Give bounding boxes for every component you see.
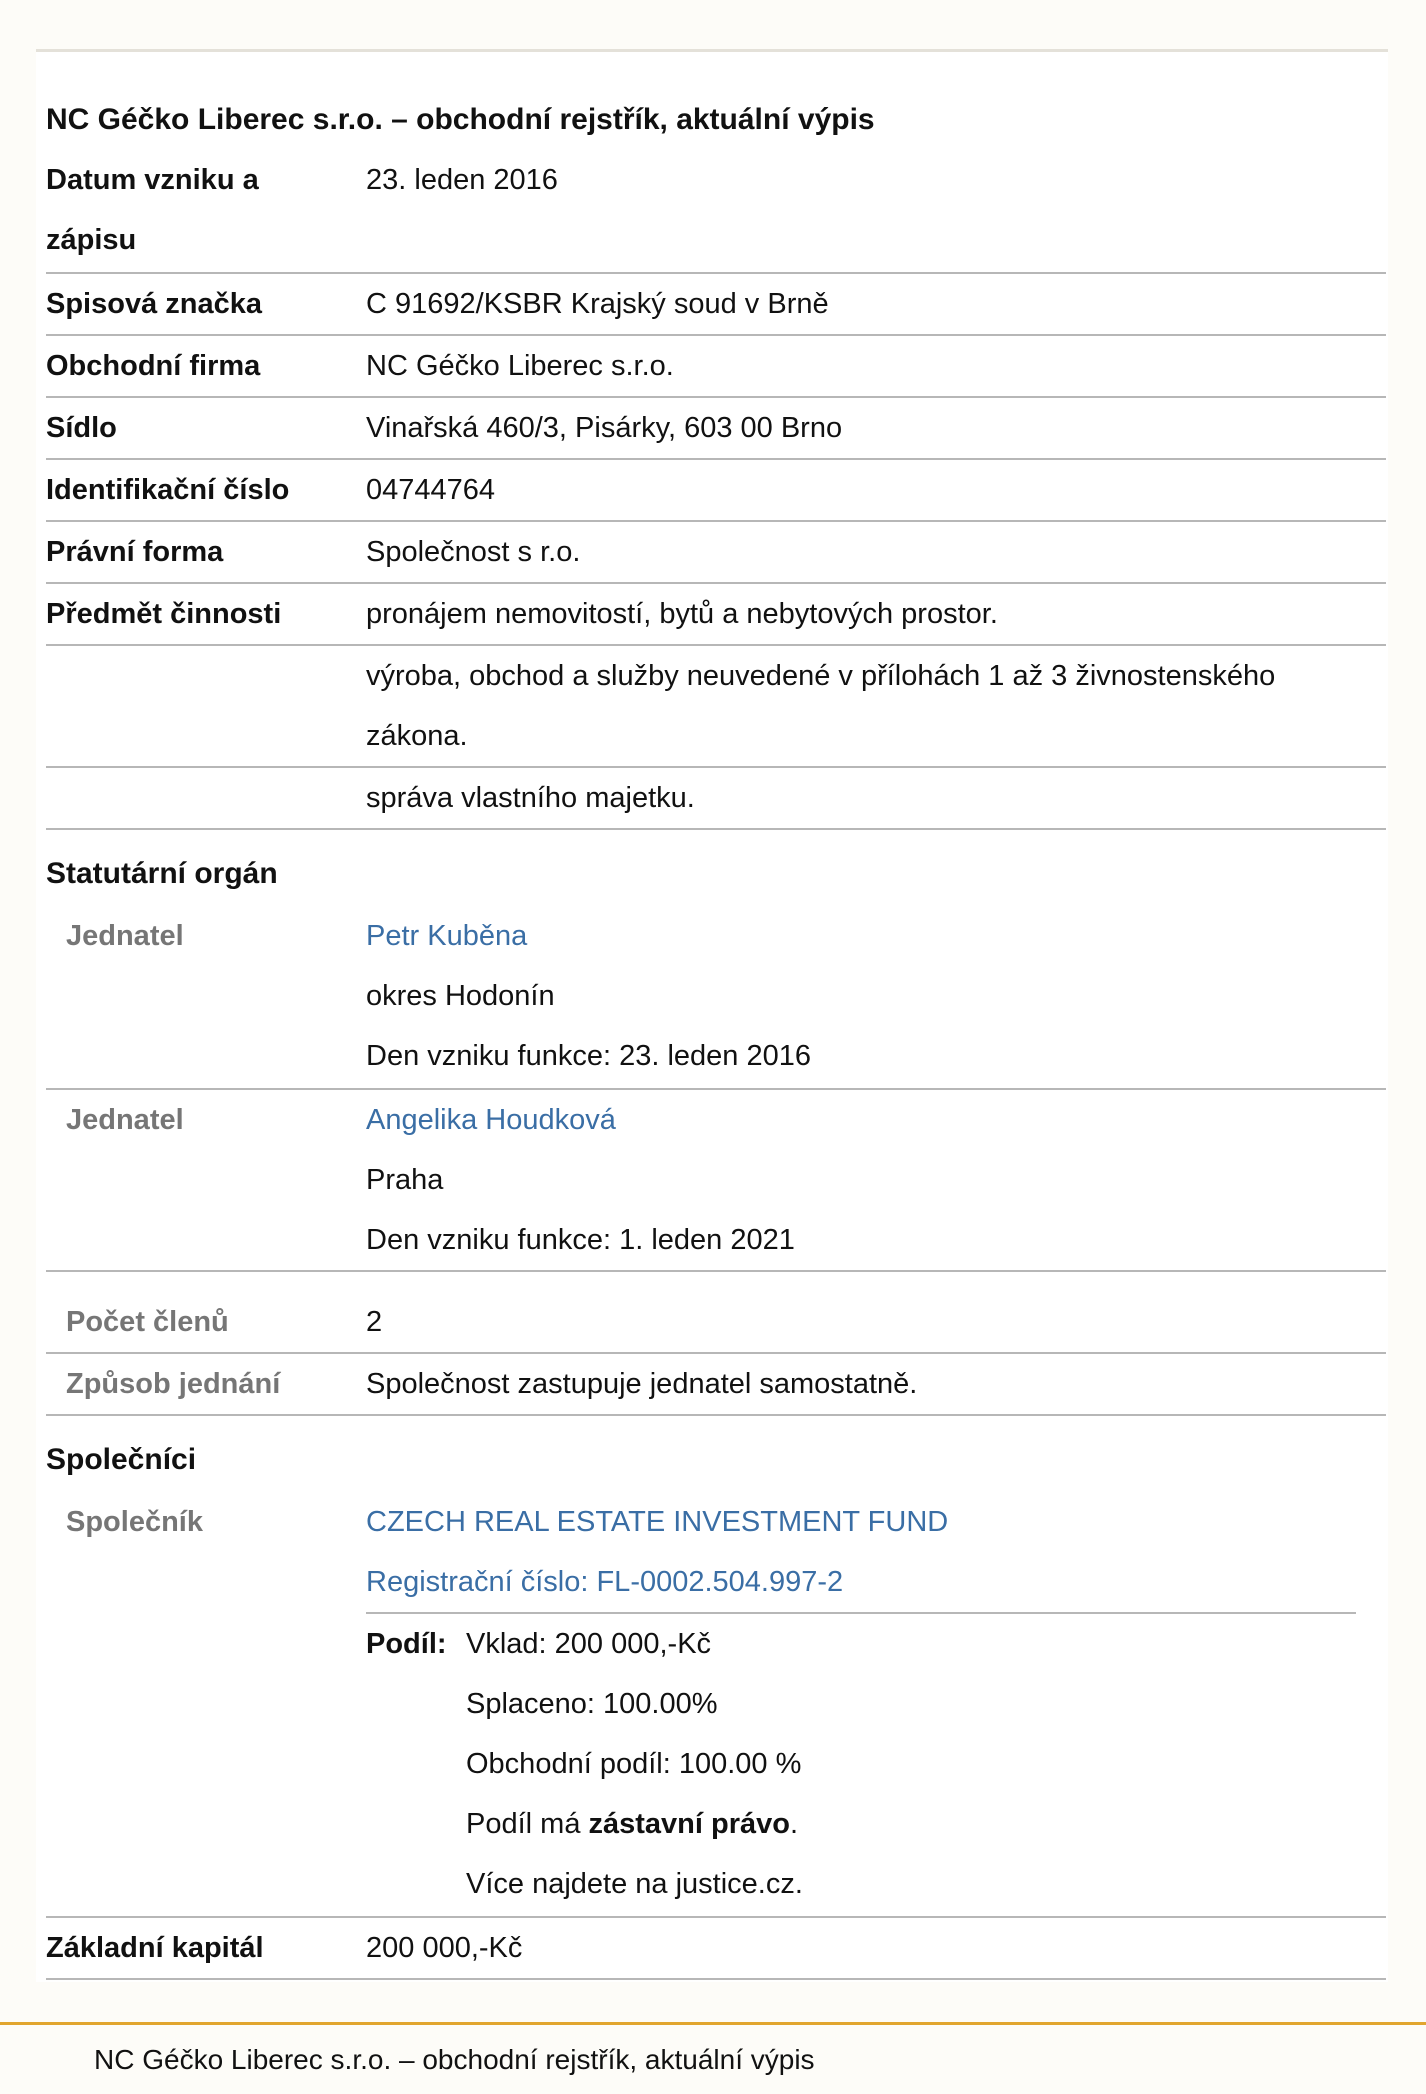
- vice-info: Více najdete na justice.cz.: [466, 1868, 803, 1900]
- row-pocet-clenu: [46, 1292, 1386, 1354]
- row-label: Právní forma: [46, 536, 224, 568]
- row-value: 2: [366, 1306, 383, 1338]
- row-podil-border: [46, 1614, 1386, 1918]
- row-value: Společnost s r.o.: [366, 536, 581, 568]
- row-label: Sídlo: [46, 412, 117, 444]
- row-jednatel: [46, 906, 1386, 1090]
- row-value: NC Géčko Liberec s.r.o.: [366, 350, 674, 382]
- obchodni-podil: Obchodní podíl: 100.00 %: [466, 1748, 802, 1780]
- zastavni-pravo: Podíl má zástavní právo.: [466, 1808, 799, 1840]
- row-sidlo: [46, 398, 1386, 460]
- row-identifikacni-cislo: [46, 460, 1386, 522]
- page-title: NC Géčko Liberec s.r.o. – obchodní rejstřík, aktuální výpis: [46, 103, 875, 136]
- row-label: Obchodní firma: [46, 350, 261, 382]
- row-predmet-cinnosti: [46, 584, 1386, 646]
- row-label: Společník: [66, 1506, 203, 1538]
- footer-title: NC Géčko Liberec s.r.o. – obchodní rejstřík, aktuální výpis: [94, 2044, 815, 2075]
- row-label: Způsob jednání: [66, 1368, 281, 1400]
- row-label: Počet členů: [66, 1306, 229, 1338]
- row-zakladni-kapital: [46, 1918, 1386, 1980]
- row-value: správa vlastního majetku.: [366, 782, 695, 814]
- row-label: Datum vzniku a zápisu: [46, 164, 259, 256]
- company-link[interactable]: CZECH REAL ESTATE INVESTMENT FUND: [366, 1506, 949, 1538]
- row-value: 200 000,-Kč: [366, 1932, 523, 1964]
- row-datum-vzniku: [46, 150, 1386, 274]
- row-value: C 91692/KSBR Krajský soud v Brně: [366, 288, 829, 320]
- row-value: 04744764: [366, 474, 496, 506]
- section-heading-spolecnici: Společníci: [46, 1443, 197, 1476]
- row-predmet-item: [46, 646, 1386, 768]
- person-link[interactable]: Petr Kuběna: [366, 920, 528, 952]
- vklad: Vklad: 200 000,-Kč: [466, 1628, 712, 1660]
- row-spisova-znacka: [46, 274, 1386, 336]
- footer-divider: [0, 2022, 1426, 2025]
- podil-label: Podíl:: [366, 1628, 447, 1660]
- section-heading-statutarni: Statutární orgán: [46, 857, 278, 890]
- row-obchodni-firma: [46, 336, 1386, 398]
- row-predmet-item: [46, 768, 1386, 830]
- row-value: Petr Kuběna okres Hodonín Den vzniku funkce: 23. leden 2016: [366, 906, 1346, 1086]
- person-link[interactable]: Angelika Houdková: [366, 1104, 616, 1136]
- row-jednatel: [46, 1090, 1386, 1272]
- row-pravni-forma: [46, 522, 1386, 584]
- row-value: výroba, obchod a služby neuvedené v přílohách 1 až 3 živnostenského zákona.: [366, 660, 1276, 752]
- row-value: Angelika Houdková Praha Den vzniku funkce: 1. leden 2021: [366, 1090, 1346, 1270]
- row-spolecnik: [46, 1492, 1386, 1612]
- row-value: Vinařská 460/3, Pisárky, 603 00 Brno: [366, 412, 843, 444]
- row-value: pronájem nemovitostí, bytů a nebytových prostor.: [366, 598, 998, 630]
- row-label: Spisová značka: [46, 288, 262, 320]
- row-zpusob-jednani: [46, 1354, 1386, 1416]
- row-label: Základní kapitál: [46, 1932, 264, 1964]
- row-label: Identifikační číslo: [46, 474, 290, 506]
- row-value: Společnost zastupuje jednatel samostatně.: [366, 1368, 918, 1400]
- row-label: Jednatel: [66, 920, 184, 952]
- splaceno: Splaceno: 100.00%: [466, 1688, 718, 1720]
- row-label: Předmět činnosti: [46, 598, 282, 630]
- registration-link[interactable]: Registrační číslo: FL-0002.504.997-2: [366, 1566, 844, 1598]
- row-label: Jednatel: [66, 1104, 184, 1136]
- row-value: 23. leden 2016: [366, 164, 558, 196]
- row-value: [366, 1492, 1346, 1612]
